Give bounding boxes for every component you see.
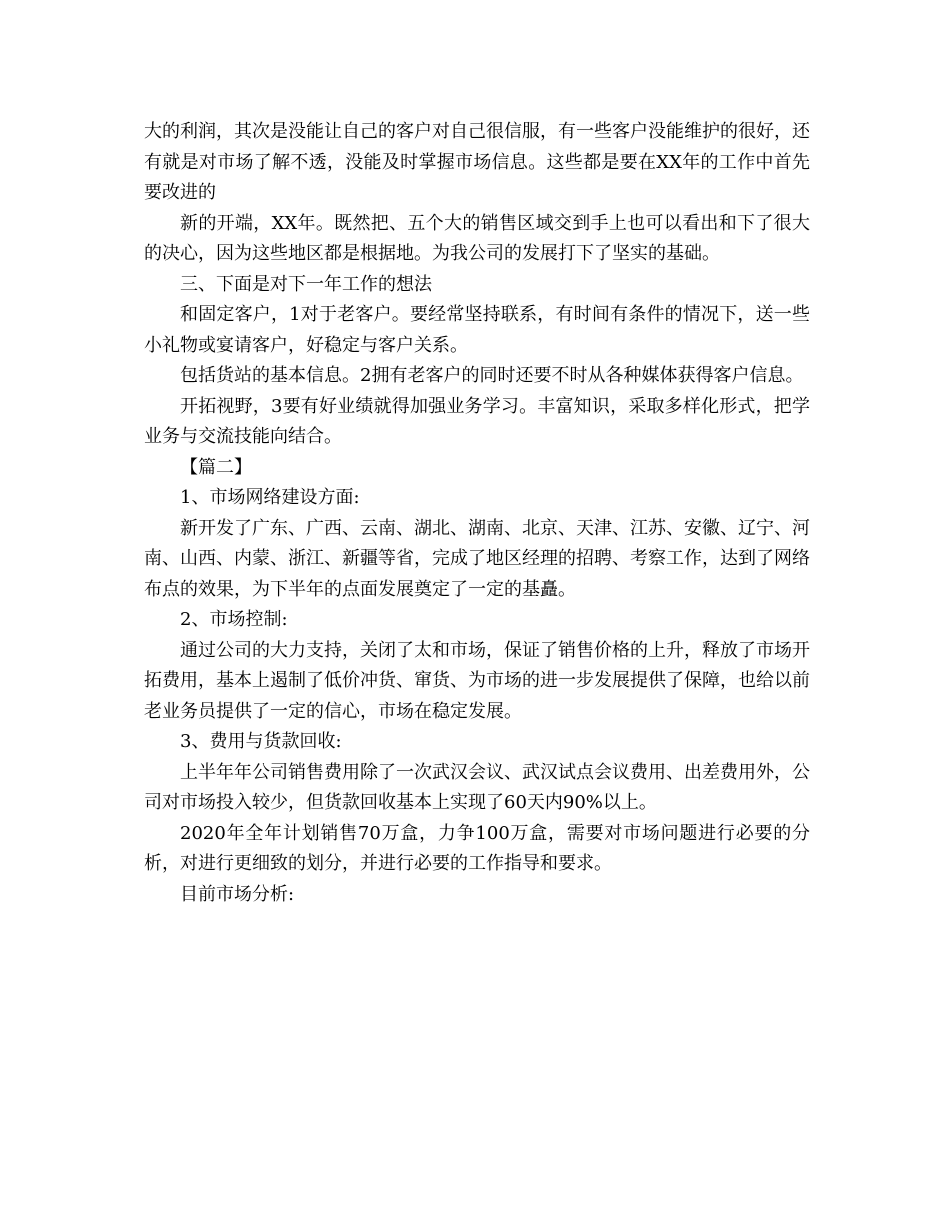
chapter-heading: 【篇二】 <box>180 456 252 478</box>
paragraph: 和固定客户，1对于老客户。要经常坚持联系，有时间有条件的情况下，送一些小礼物或宴请客户，好稳定与客户关系。 <box>144 304 810 356</box>
section-heading: 3、费用与货款回收: <box>180 731 342 752</box>
paragraph: 通过公司的大力支持，关闭了太和市场，保证了销售价格的上升，释放了市场开拓费用，基本上遏制了低价冲货、窜货、为市场的进一步发展提供了保障，也给以前老业务员提供了一定的信心，市场在稳定发展。 <box>144 639 810 722</box>
paragraph: 新的开端，XX年。既然把、五个大的销售区域交到手上也可以看出和下了很大的决心，因为这些地区都是根据地。为我公司的发展打下了坚实的基础。 <box>144 212 810 264</box>
section-heading: 1、市场网络建设方面: <box>180 487 360 508</box>
section-heading: 目前市场分析: <box>180 883 295 905</box>
section-heading: 2、市场控制: <box>180 609 288 630</box>
paragraph: 2020年全年计划销售70万盒，力争100万盒，需要对市场问题进行必要的分析，对进行更细致的划分，并进行必要的工作指导和要求。 <box>144 822 810 874</box>
section-heading: 三、下面是对下一年工作的想法 <box>180 273 432 295</box>
paragraph: 上半年年公司销售费用除了一次武汉会议、武汉试点会议费用、出差费用外，公司对市场投入较少，但货款回收基本上实现了60天内90%以上。 <box>144 761 810 813</box>
document-body <box>144 117 810 910</box>
paragraph: 包括货站的基本信息。2拥有老客户的同时还要不时从各种媒体获得客户信息。 <box>180 365 804 386</box>
paragraph: 大的利润，其次是没能让自己的客户对自己很信服，有一些客户没能维护的很好，还有就是对市场了解不透，没能及时掌握市场信息。这些都是要在XX年的工作中首先要改进的 <box>144 121 810 203</box>
paragraph: 新开发了广东、广西、云南、湖北、湖南、北京、天津、江苏、安徽、辽宁、河南、山西、内蒙、浙江、新疆等省，完成了地区经理的招聘、考察工作，达到了网络布点的效果，为下半年的点面发展奠定了一定的基矗。 <box>144 517 810 600</box>
paragraph: 开拓视野，3要有好业绩就得加强业务学习。丰富知识，采取多样化形式，把学业务与交流技能向结合。 <box>144 395 810 447</box>
